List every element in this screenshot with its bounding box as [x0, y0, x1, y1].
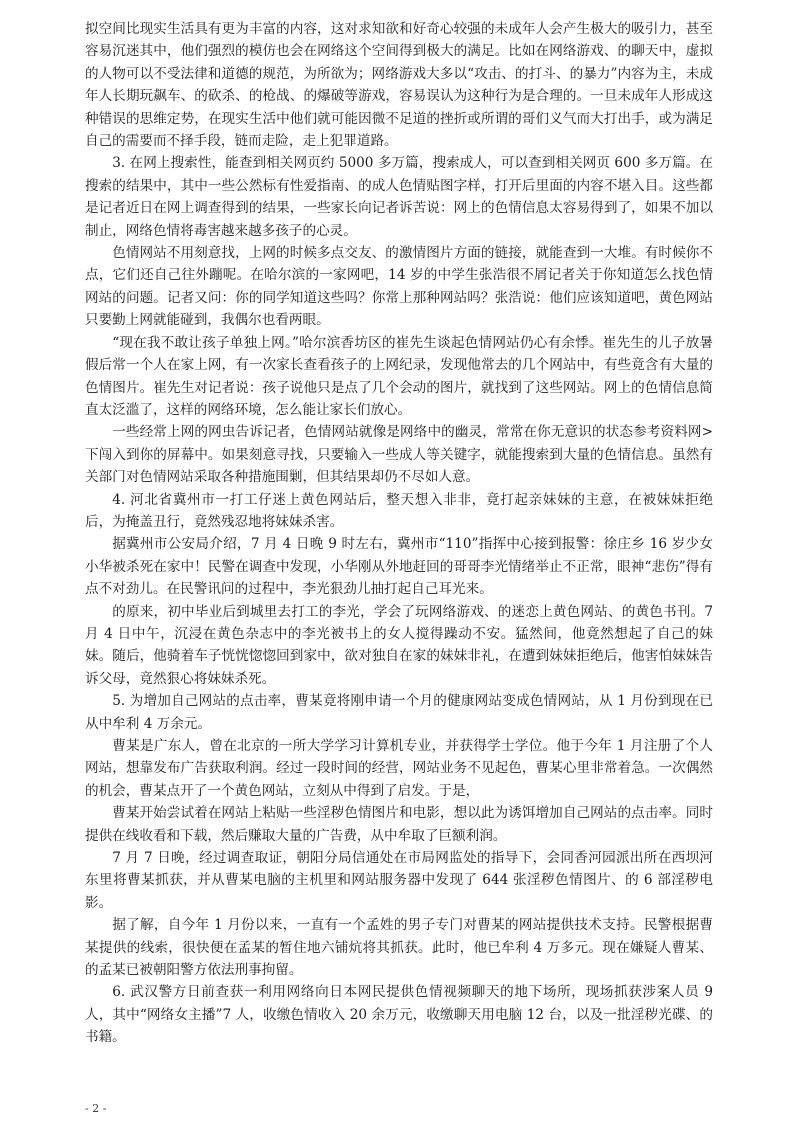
paragraph: 曹某是广东人，曾在北京的一所大学学习计算机专业，并获得学士学位。他于今年 1 月注册了个人网站，想靠发布广告获取利润。经过一段时间的经营，网站业务不见起色，曹某心里非常着急。一次偶然的机会，曹某点开了一个黄色网站，立刻从中得到了启发。于是，: [85, 738, 713, 799]
paragraph: 7 月 7 日晚，经过调查取证，朝阳分局信通处在市局网监处的指导下，会同香河园派出所在西坝河东里将曹某抓获，并从曹某电脑的主机里和网站服务器中发现了 644 张淫秽色情图片、的 6 部淫秽电影。: [85, 850, 713, 911]
paragraph: 色情网站不用刻意找，上网的时候多点交友、的激情图片方面的链接，就能查到一大堆。有时候你不点，它们还自己往外蹦呢。在哈尔滨的一家网吧，14 岁的中学生张浩很不屑记者关于你知道怎么找色情网站的问题。记者又问：你的同学知道这些吗？你常上那种网站吗？张浩说：他们应该知道吧，黄色网站只要勤上网就能碰到，我偶尔也看两眼。: [85, 245, 713, 329]
paragraph: “现在我不敢让孩子单独上网。”哈尔滨香坊区的崔先生谈起色情网站仍心有余悸。崔先生的儿子放暑假后常一个人在家上网，有一次家长查看孩子的上网纪录，发现他常去的几个网站中，有些竟含有大量的色情图片。崔先生对记者说：孩子说他只是点了几个会动的图片，就找到了这些网站。网上的色情信息简直太泛滥了，这样的网络环境，怎么能让家长们放心。: [85, 334, 713, 418]
paragraph: 曹某开始尝试着在网站上粘贴一些淫秽色情图片和电影，想以此为诱饵增加自己网站的点击率。同时提供在线收看和下载，然后赚取大量的广告费，从中牟取了巨额利润。: [85, 805, 713, 844]
paragraph: 5. 为增加自己网站的点击率，曹某竟将刚申请一个月的健康网站变成色情网站，从 1 月份到现在已从中牟利 4 万余元。: [85, 693, 713, 732]
document-body: [85, 18, 713, 1049]
paragraph: 一些经常上网的网虫告诉记者，色情网站就像是网络中的幽灵，常常在你无意识的状态参考资料网>下闯入到你的屏幕中。如果刻意寻找，只要输入一些成人等关键字，就能搜索到大量的色情信息。虽然有关部门对色情网站采取各种措施围剿，但其结果却仍不尽如人意。: [85, 424, 713, 486]
page-number: - 2 -: [85, 1102, 107, 1115]
paragraph: 拟空间比现实生活具有更为丰富的内容，这对求知欲和好奇心较强的未成年人会产生极大的吸引力，甚至容易沉迷其中，他们强烈的模仿也会在网络这个空间得到极大的满足。比如在网络游戏、的聊天中，虚拟的人物可以不受法律和道德的规范，为所欲为；网络游戏大多以“攻击、的打斗、的暴力”内容为主，未成年人长期玩飙车、的砍杀、的枪战、的爆破等游戏，容易误认为这种行为是合理的。一旦未成年人形成这种错误的思维定势，在现实生活中他们就可能因微不足道的挫折或所谓的哥们义气而大打出手，或为满足自己的需要而不择手段，链而走险，走上犯罪道路。: [85, 21, 713, 150]
paragraph: 6. 武汉警方日前查获一利用网络向日本网民提供色情视频聊天的地下场所，现场抓获涉案人员 9 人，其中“网络女主播”7 人，收缴色情收入 20 余万元，收缴聊天用电脑 12 台，以及一批淫秽光碟、的书籍。: [85, 984, 713, 1046]
paragraph: 据了解，自今年 1 月份以来，一直有一个孟姓的男子专门对曹某的网站提供技术支持。民警根据曹某提供的线索，很快便在孟某的暂住地六铺炕将其抓获。此时，他已牟利 4 万多元。现在嫌疑人曹某、的孟某已被朝阳警方依法刑事拘留。: [85, 917, 713, 979]
paragraph: 3. 在网上搜索性，能查到相关网页约 5000 多万篇，搜索成人，可以查到相关网页 600 多万篇。在搜索的结果中，其中一些公然标有性爱指南、的成人色情贴图字样，打开后里面的内容不堪入目。这些都是记者近日在网上调查得到的结果，一些家长向记者诉苦说：网上的色情信息太容易得到了，如果不加以制止，网络色情将毒害越来越多孩子的心灵。: [85, 155, 713, 239]
paragraph: 的原来，初中毕业后到城里去打工的李光，学会了玩网络游戏、的迷恋上黄色网站、的黄色书刊。7 月 4 日中午，沉浸在黄色杂志中的李光被书上的女人搅得躁动不安。猛然间，他竟然想起了自己的妹妹。随后，他骑着车子恍恍惚惚回到家中，欲对独自在家的妹妹非礼，在遭到妹妹拒绝后，他害怕妹妹告诉父母，竟然狠心将妹妹杀死。: [85, 603, 713, 687]
paragraph: 据冀州市公安局介绍，7 月 4 日晚 9 时左右，冀州市“110”指挥中心接到报警：徐庄乡 16 岁少女小华被杀死在家中！民警在调查中发现，小华刚从外地赶回的哥哥李光情绪举止不正常，眼神“悲伤”得有点不对劲儿。在民警讯问的过程中，李光狠劲儿抽打起自己耳光来。: [85, 536, 713, 598]
paragraph: 4. 河北省冀州市一打工仔迷上黄色网站后，整天想入非非，竟打起亲妹妹的主意，在被妹妹拒绝后，为掩盖丑行，竟然残忍地将妹妹杀害。: [85, 491, 713, 530]
